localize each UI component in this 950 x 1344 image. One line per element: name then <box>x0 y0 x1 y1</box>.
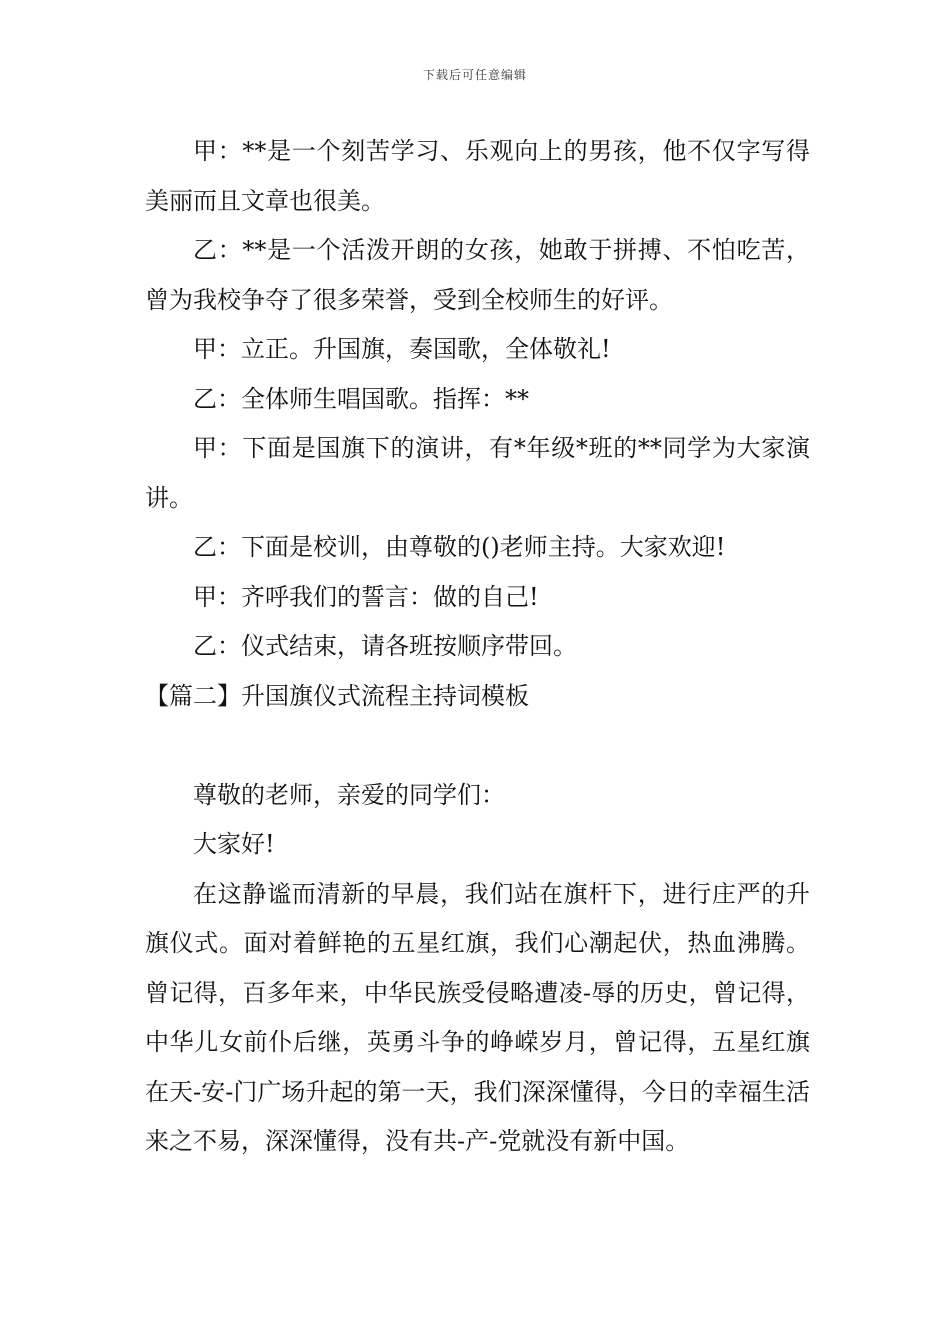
paragraph: 乙：全体师生唱国歌。指挥：** <box>193 384 529 413</box>
section-heading: 【篇二】升国旗仪式流程主持词模板 <box>145 681 529 710</box>
header-note: 下载后可任意编辑 <box>422 68 527 82</box>
paragraph: 大家好! <box>193 830 275 858</box>
paragraph: 乙：下面是校训，由尊敬的()老师主持。大家欢迎! <box>193 533 726 561</box>
paragraph: 甲：齐呼我们的誓言：做的自己! <box>193 582 539 611</box>
paragraph: 甲：**是一个刻苦学习、乐观向上的男孩，他不仅字写得美丽而且文章也很美。 <box>145 137 810 215</box>
paragraph: 甲：下面是国旗下的演讲，有*年级*班的**同学为大家演讲。 <box>145 434 810 512</box>
paragraph: 甲：立正。升国旗，奏国歌，全体敬礼! <box>193 335 611 363</box>
paragraph: 乙：仪式结束，请各班按顺序带回。 <box>193 632 577 660</box>
paragraph: 乙：**是一个活泼开朗的女孩，她敢于拼搏、不怕吃苦，曾为我校争夺了很多荣誉，受到全校师生的好评。 <box>145 236 810 314</box>
document-body <box>145 127 810 1167</box>
blank-line <box>145 721 810 771</box>
paragraph: 在这静谧而清新的早晨，我们站在旗杆下，进行庄严的升旗仪式。面对着鲜艳的五星红旗，我们心潮起伏，热血沸腾。曾记得，百多年来，中华民族受侵略遭凌-辱的历史，曾记得，中华儿女前仆后继，英勇斗争的峥嵘岁月，曾记得，五星红旗在天-安-门广场升起的第一天，我们深深懂得，今日的幸福生活来之不易，深深懂得，没有共-产-党就没有新中国。 <box>145 879 810 1155</box>
paragraph: 尊敬的老师，亲爱的同学们： <box>193 780 505 809</box>
